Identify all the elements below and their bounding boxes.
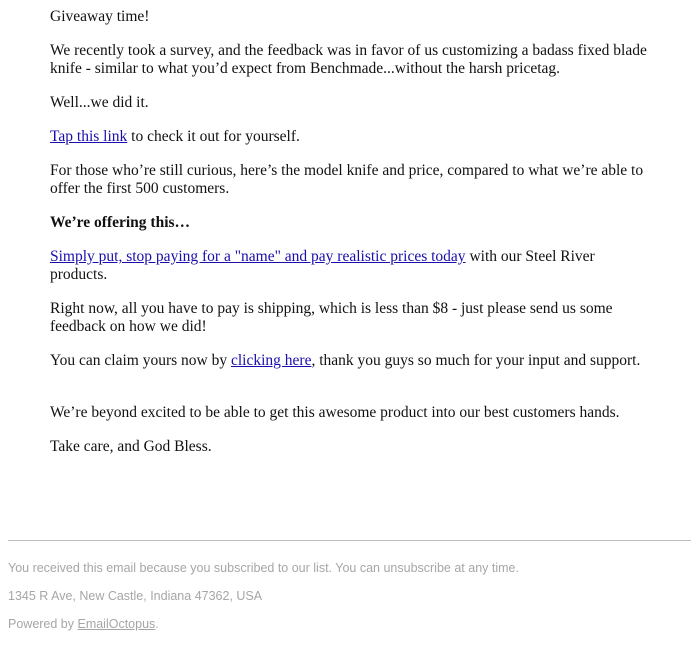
emailoctopus-link[interactable]: EmailOctopus [77, 617, 156, 631]
subscription-notice: You received this email because you subscribed to our list. You can unsubscribe at any time. [8, 561, 519, 575]
tap-this-link[interactable]: Tap this link [50, 128, 128, 145]
realistic-prices-link[interactable]: Simply put, stop paying for a "name" and pay realistic prices today [50, 248, 466, 265]
postal-address: 1345 R Ave, New Castle, Indiana 47362, USA [8, 589, 263, 603]
prices-paragraph [50, 248, 650, 284]
excited-paragraph: We’re beyond excited to be able to get this awesome product into our best customers hands. [50, 404, 620, 421]
prices-suffix: with our Steel River products. [50, 248, 595, 283]
tap-link-suffix: to check it out for yourself. [127, 128, 300, 145]
claim-paragraph [50, 352, 650, 370]
survey-paragraph: We recently took a survey, and the feedback was in favor of us customizing a badass fixed blade knife - similar to what you’d expect from Benchmade...without the harsh pricetag. [50, 42, 647, 77]
claim-suffix: , thank you guys so much for your input and support. [311, 352, 641, 369]
footer-divider [8, 540, 691, 541]
powered-by-prefix: Powered by [8, 617, 78, 631]
clicking-here-link[interactable]: clicking here [230, 352, 312, 369]
signoff-paragraph: Take care, and God Bless. [50, 438, 212, 455]
curious-paragraph: For those who’re still curious, here’s the model knife and price, compared to what we’re able to offer the first 500 customers. [50, 162, 644, 197]
powered-by-suffix: . [155, 617, 159, 631]
shipping-paragraph: Right now, all you have to pay is shipping, which is less than $8 - just please send us some feedback on how we did! [50, 300, 613, 335]
well-paragraph: Well...we did it. [50, 94, 149, 111]
offering-heading: We’re offering this… [50, 214, 191, 231]
greeting-paragraph: Giveaway time! [50, 8, 150, 25]
claim-prefix: You can claim yours now by [50, 352, 231, 369]
powered-by [8, 617, 159, 631]
tap-link-paragraph [50, 128, 650, 146]
